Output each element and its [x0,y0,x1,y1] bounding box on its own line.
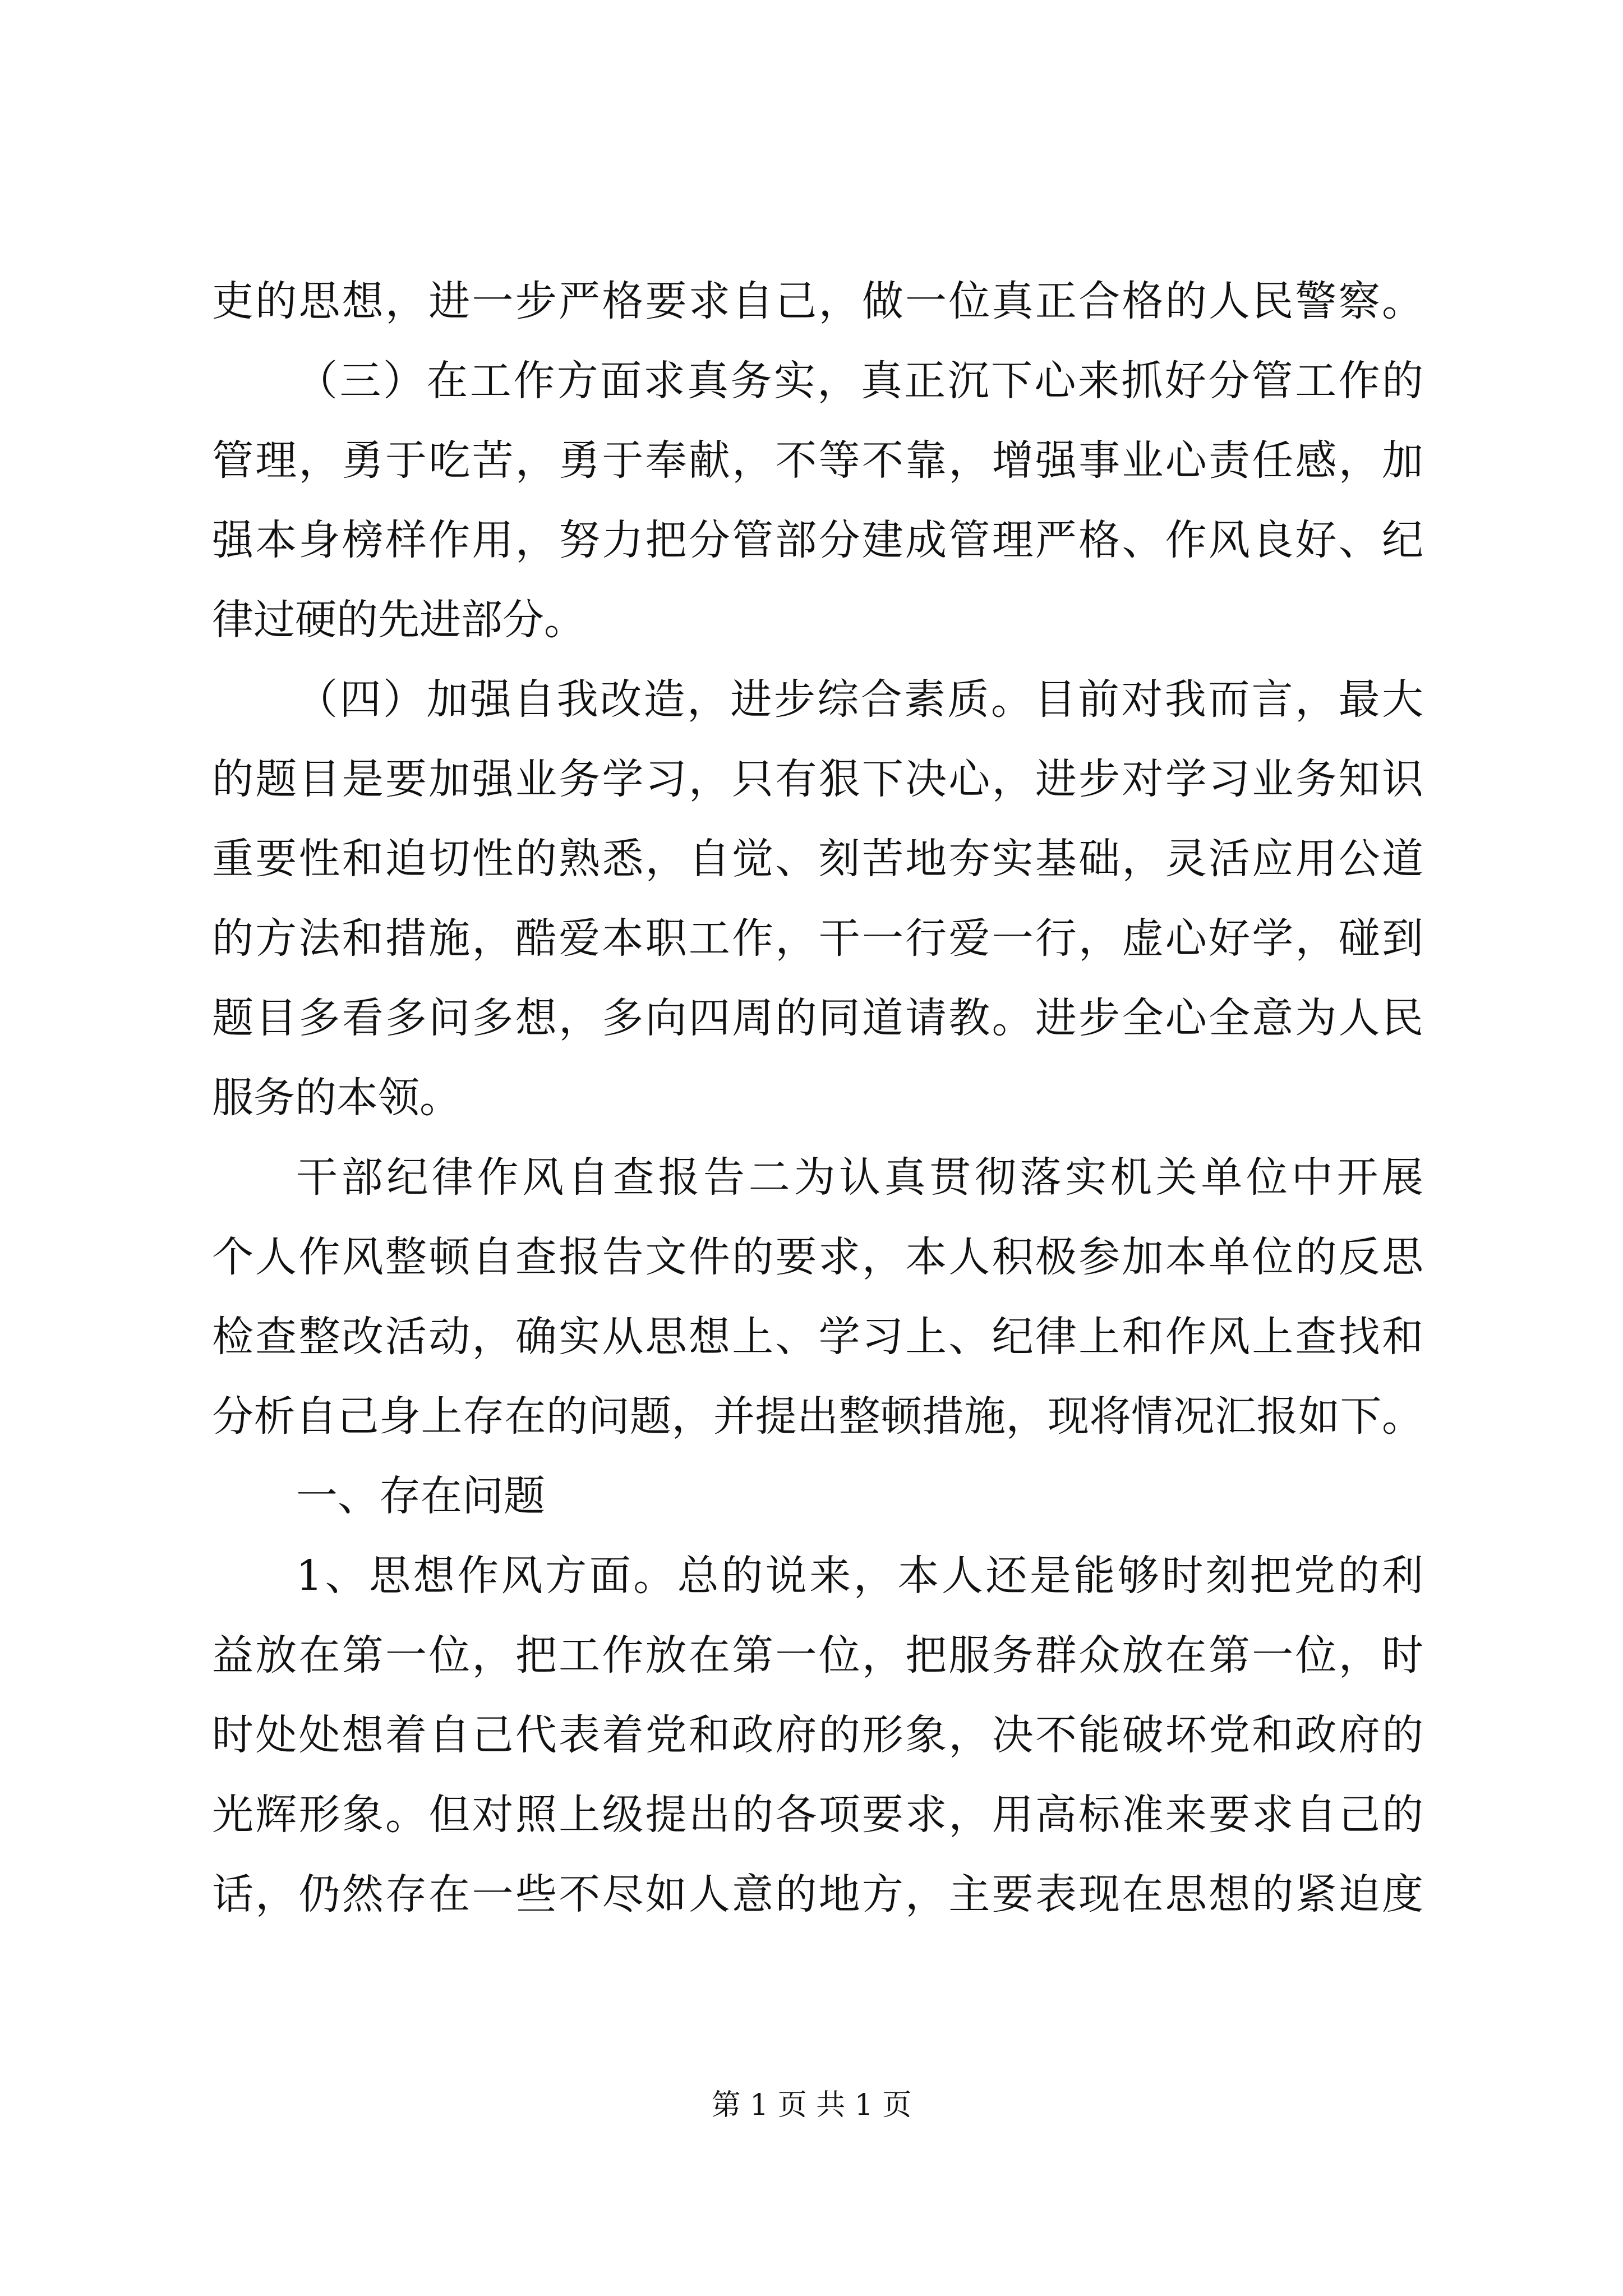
text-line: 1、思想作风方面。总的说来，本人还是能够时刻把党的利 [296,1552,1423,1600]
text-line: 益放在第一位，把工作放在第一位，把服务群众放在第一位，时 [212,1631,1423,1680]
text-line: （三）在工作方面求真务实，真正沉下心来抓好分管工作的 [296,357,1423,405]
text-line: 的方法和措施，酷爱本职工作，干一行爱一行，虚心好学，碰到 [212,914,1423,963]
text-line: 题目多看多问多想，多向四周的同道请教。进步全心全意为人民 [212,994,1423,1042]
text-line: 检查整改活动，确实从思想上、学习上、纪律上和作风上查找和 [212,1313,1423,1361]
page-number-footer: 第 1 页 共 1 页 [711,2088,912,2122]
text-line: （四）加强自我改造，进步综合素质。目前对我而言，最大 [296,675,1423,724]
text-line: 强本身榜样作用，努力把分管部分建成管理严格、作风良好、纪 [212,516,1423,564]
text-line: 个人作风整顿自查报告文件的要求，本人积极参加本单位的反思 [212,1233,1423,1281]
text-line: 干部纪律作风自查报告二为认真贯彻落实机关单位中开展 [296,1153,1423,1202]
document-body [212,261,1423,1934]
text-line: 话，仍然存在一些不尽如人意的地方，主要表现在思想的紧迫度 [212,1870,1423,1918]
text-line: 管理，勇于吃苦，勇于奉献，不等不靠，增强事业心责任感，加 [212,436,1423,485]
text-line: 光辉形象。但对照上级提出的各项要求，用高标准来要求自己的 [212,1791,1423,1839]
text-line: 吏的思想，进一步严格要求自己，做一位真正合格的人民警察。 [212,277,1423,325]
text-line: 律过硬的先进部分。 [212,596,585,644]
text-line: 分析自己身上存在的问题，并提出整顿措施，现将情况汇报如下。 [212,1392,1423,1441]
text-line: 的题目是要加强业务学习，只有狠下决心，进步对学习业务知识 [212,755,1423,803]
text-line: 服务的本领。 [212,1074,461,1122]
section-heading: 一、存在问题 [296,1472,545,1520]
text-line: 时处处想着自己代表着党和政府的形象，决不能破坏党和政府的 [212,1711,1423,1759]
text-line: 重要性和迫切性的熟悉，自觉、刻苦地夯实基础，灵活应用公道 [212,835,1423,883]
